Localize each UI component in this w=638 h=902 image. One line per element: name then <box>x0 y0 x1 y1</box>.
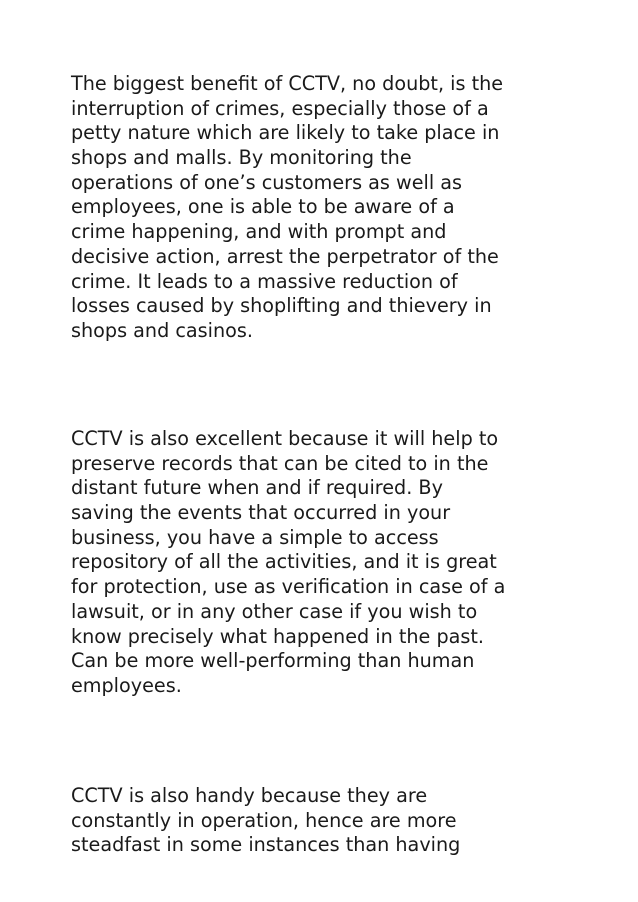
text-line: crime. It leads to a massive reduction of <box>71 269 458 293</box>
text-line: lawsuit, or in any other case if you wish to <box>71 599 478 623</box>
text-line: operations of one’s customers as well as <box>71 170 463 194</box>
text-line: losses caused by shoplifting and thievery in <box>71 294 492 318</box>
text-line: The biggest benefit of CCTV, no doubt, is the <box>71 72 504 95</box>
text-line: shops and casinos. <box>71 318 254 342</box>
text-line: saving the events that occurred in your <box>71 501 451 525</box>
text-line: preserve records that can be cited to in the <box>71 451 489 475</box>
text-line: constantly in operation, hence are more <box>71 808 457 832</box>
text-line: petty nature which are likely to take place in <box>71 121 500 145</box>
text-line: interruption of crimes, especially those of a <box>71 96 489 120</box>
text-line: for protection, use as verification in case of a <box>71 575 506 599</box>
paragraph-constant-operation <box>71 784 581 858</box>
text-line: employees, one is able to be aware of a <box>71 195 455 219</box>
paragraph-record-preservation <box>71 427 581 699</box>
text-line: know precisely what happened in the past. <box>71 624 485 648</box>
text-line: steadfast in some instances than having <box>71 833 461 857</box>
paragraph-crime-interruption <box>71 72 581 344</box>
text-line: distant future when and if required. By <box>71 476 443 500</box>
text-line: employees. <box>71 673 182 697</box>
text-line: Can be more well-performing than human <box>71 649 475 673</box>
text-line: decisive action, arrest the perpetrator of the <box>71 244 499 268</box>
text-line: crime happening, and with prompt and <box>71 220 447 244</box>
text-line: CCTV is also excellent because it will help to <box>71 427 499 450</box>
text-line: repository of all the activities, and it is great <box>71 550 497 574</box>
text-line: business, you have a simple to access <box>71 525 439 549</box>
text-line: shops and malls. By monitoring the <box>71 146 412 170</box>
text-line: CCTV is also handy because they are <box>71 784 428 807</box>
